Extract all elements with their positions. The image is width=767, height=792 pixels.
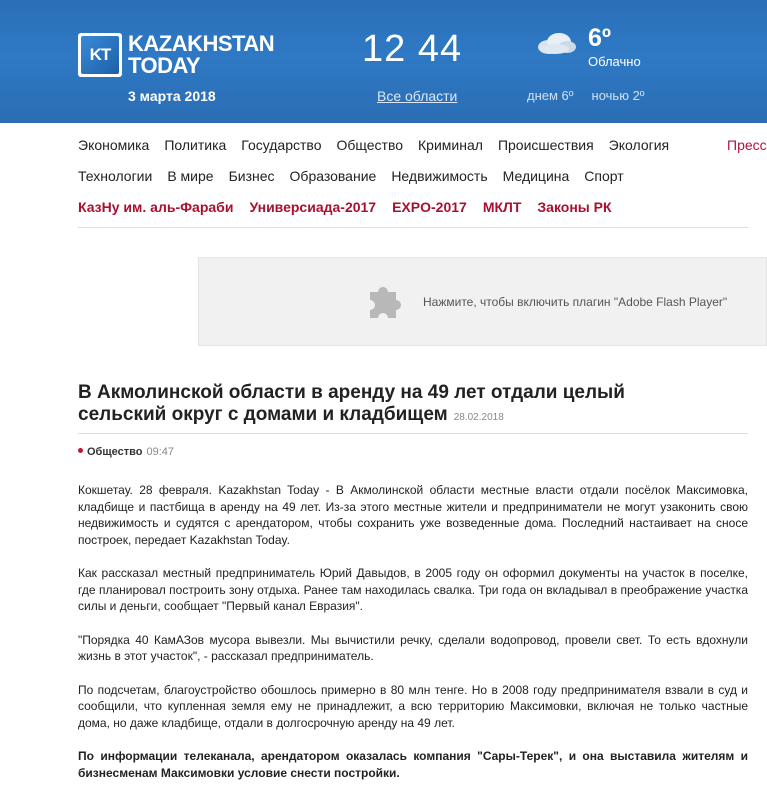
article-paragraph: Как рассказал местный предприниматель Юрий Давыдов, в 2005 году он оформил документы на участок в поселке, где планировал построить зону отдыха. Ранее там находилась свалка. Три года он вкладывал в преображение участка силы и деньги, сообщает "Первый канал Евразия". [78,566,748,613]
flash-plugin-text: Нажмите, чтобы включить плагин "Adobe Flash Player" [423,295,728,309]
category-bullet-icon [78,448,83,453]
nav-item-real-estate[interactable]: Недвижимость [391,168,488,184]
weather-temperature: 6º [588,24,612,52]
logo-icon[interactable] [78,33,122,77]
nav-item-world[interactable]: В мире [167,168,214,184]
article-category[interactable]: Общество [87,446,143,458]
article-paragraph: Кокшетау. 28 февраля. Kazakhstan Today - В Акмолинской области местные власти отдали посёлок Максимовка, кладбище и пастбища в аренду на 49 лет. Из-за этого местные жители и предприниматели не могут узаконить свою недвижимость и судятся с арендатором, чтобы сохранить уже возведенные дома. Последний настаивает на сносе построек, передает Kazakhstan Today. [78,483,748,547]
nav-item-politics[interactable]: Политика [164,137,227,153]
weather-forecast [527,88,663,103]
nav-special-kaznu[interactable]: КазНу им. аль-Фараби [78,199,234,215]
logo-mark: KT [81,36,119,74]
nav-item-economy[interactable]: Экономика [78,137,150,153]
nav-item-technology[interactable]: Технологии [78,168,153,184]
nav-special-mklt[interactable]: МКЛТ [482,199,522,215]
main-navigation [78,130,767,223]
cloud-icon [535,30,577,56]
nav-special-laws[interactable]: Законы РК [537,199,612,215]
nav-special-universiade[interactable]: Универсиада-2017 [249,199,377,215]
nav-item-education[interactable]: Образование [289,168,377,184]
flash-plugin-placeholder[interactable] [198,257,767,346]
nav-item-press[interactable]: Пресс [727,137,767,153]
nav-item-incidents[interactable]: Происшествия [497,137,594,153]
nav-row-2 [78,161,767,192]
site-logo-text[interactable] [128,33,274,77]
site-header [0,0,767,123]
nav-item-sport[interactable]: Спорт [584,168,624,184]
puzzle-icon [364,280,408,324]
title-divider [78,433,748,434]
article-meta [78,446,174,458]
logo-line-2: TODAY [128,53,201,78]
current-date: 3 марта 2018 [128,88,216,104]
clock: 12 44 [362,28,463,70]
article-paragraph-bold: По информации телеканала, арендатором оказалась компания "Сары-Терек", и она выставила жителям и бизнесменам Максимовки условие снести постройки. [78,749,748,780]
weather-night: ночью 2º [591,88,645,103]
nav-item-ecology[interactable]: Экология [608,137,670,153]
nav-row-1 [78,130,767,161]
article-paragraph: "Порядка 40 КамАЗов мусора вывезли. Мы вычистили речку, сделали водопровод, провели свет. То есть вдохнули жизнь в этот участок", - рассказал предприниматель. [78,632,748,663]
nav-divider [78,227,748,228]
weather-day: днем 6º [527,88,574,103]
article-body [78,482,748,792]
all-regions-link[interactable]: Все области [377,88,458,104]
article-title [78,382,718,429]
weather-description: Облачно [588,54,641,69]
article-pub-date: 28.02.2018 [453,412,504,423]
nav-item-state[interactable]: Государство [241,137,322,153]
nav-item-crime[interactable]: Криминал [418,137,483,153]
article-paragraph: По подсчетам, благоустройство обошлось примерно в 80 млн тенге. Но в 2008 году предпринимателя взвали в суд и сообщили, что купленная земля ему не принадлежит, а всю территорию Максимовки, включая не только частные дома, но даже кладбище, отдали в долгосрочную аренду на 49 лет. [78,682,748,730]
nav-item-society[interactable]: Общество [336,137,404,153]
nav-special-expo[interactable]: EXPO-2017 [392,199,467,215]
nav-item-business[interactable]: Бизнес [228,168,275,184]
nav-row-special [78,192,767,223]
logo-line-1: KAZAKHSTAN [128,31,275,56]
article-time: 09:47 [146,446,174,458]
article-title-text: В Акмолинской области в аренду на 49 лет отдали целый сельский округ с домами и кладбищем [78,382,625,425]
nav-item-medicine[interactable]: Медицина [502,168,570,184]
